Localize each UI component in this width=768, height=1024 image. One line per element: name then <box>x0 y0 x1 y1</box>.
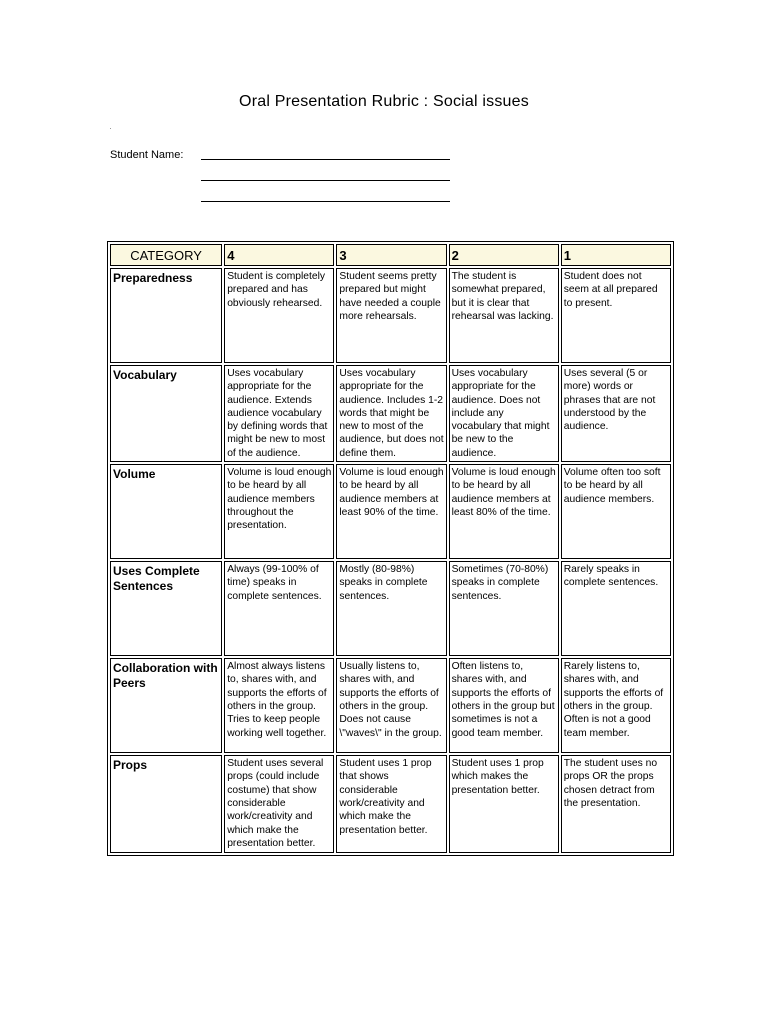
rubric-cell: Mostly (80-98%) speaks in complete sentences. <box>336 561 446 656</box>
table-row <box>110 561 671 656</box>
table-row <box>110 658 671 753</box>
rubric-cell: Student seems pretty prepared but might have needed a couple more rehearsals. <box>336 268 446 363</box>
stray-mark <box>110 128 111 129</box>
header-level-2: 2 <box>449 244 559 266</box>
category-cell: Volume <box>110 464 222 559</box>
rubric-cell: Uses several (5 or more) words or phrases that are not understood by the audience. <box>561 365 671 462</box>
rubric-cell: Volume often too soft to be heard by all audience members. <box>561 464 671 559</box>
table-row <box>110 755 671 853</box>
header-category: CATEGORY <box>110 244 222 266</box>
page-title: Oral Presentation Rubric : Social issues <box>239 93 529 110</box>
rubric-cell: Volume is loud enough to be heard by all audience members at least 80% of the time. <box>449 464 559 559</box>
rubric-cell: Often listens to, shares with, and supports the efforts of others in the group but sometimes is not a good team member. <box>449 658 559 753</box>
student-name-line-1[interactable] <box>201 159 450 160</box>
rubric-cell: Sometimes (70-80%) speaks in complete sentences. <box>449 561 559 656</box>
rubric-cell: The student is somewhat prepared, but it is clear that rehearsal was lacking. <box>449 268 559 363</box>
rubric-cell: Rarely listens to, shares with, and supports the efforts of others in the group. Often is not a good team member. <box>561 658 671 753</box>
table-row <box>110 464 671 559</box>
category-cell: Vocabulary <box>110 365 222 462</box>
category-cell: Collaboration with Peers <box>110 658 222 753</box>
category-cell: Uses Complete Sentences <box>110 561 222 656</box>
rubric-table <box>107 241 674 856</box>
header-level-4: 4 <box>224 244 334 266</box>
header-level-3: 3 <box>336 244 446 266</box>
rubric-cell: Student is completely prepared and has obviously rehearsed. <box>224 268 334 363</box>
header-level-1: 1 <box>561 244 671 266</box>
student-name-line-3[interactable] <box>201 201 450 202</box>
rubric-cell: Usually listens to, shares with, and supports the efforts of others in the group. Does not cause \"waves\" in the group. <box>336 658 446 753</box>
rubric-cell: Uses vocabulary appropriate for the audience. Does not include any vocabulary that might be new to the audience. <box>449 365 559 462</box>
rubric-cell: Student uses several props (could include costume) that show considerable work/creativity and which make the presentation better. <box>224 755 334 853</box>
student-name-line-2[interactable] <box>201 180 450 181</box>
category-cell: Props <box>110 755 222 853</box>
table-row <box>110 268 671 363</box>
rubric-cell: Rarely speaks in complete sentences. <box>561 561 671 656</box>
rubric-cell: Always (99-100% of time) speaks in complete sentences. <box>224 561 334 656</box>
rubric-cell: Volume is loud enough to be heard by all audience members at least 90% of the time. <box>336 464 446 559</box>
rubric-cell: Uses vocabulary appropriate for the audience. Extends audience vocabulary by defining words that might be new to most of the audience. <box>224 365 334 462</box>
header-row <box>110 244 671 266</box>
rubric-cell: Almost always listens to, shares with, and supports the efforts of others in the group. Tries to keep people working well together. <box>224 658 334 753</box>
rubric-cell: The student uses no props OR the props chosen detract from the presentation. <box>561 755 671 853</box>
rubric-cell: Volume is loud enough to be heard by all audience members throughout the presentation. <box>224 464 334 559</box>
rubric-cell: Student uses 1 prop that shows considerable work/creativity and which make the presentation better. <box>336 755 446 853</box>
rubric-cell: Student does not seem at all prepared to present. <box>561 268 671 363</box>
rubric-cell: Student uses 1 prop which makes the presentation better. <box>449 755 559 853</box>
category-cell: Preparedness <box>110 268 222 363</box>
student-name-label: Student Name: <box>110 149 184 161</box>
rubric-cell: Uses vocabulary appropriate for the audience. Includes 1-2 words that might be new to most of the audience, but does not define them. <box>336 365 446 462</box>
table-row <box>110 365 671 462</box>
